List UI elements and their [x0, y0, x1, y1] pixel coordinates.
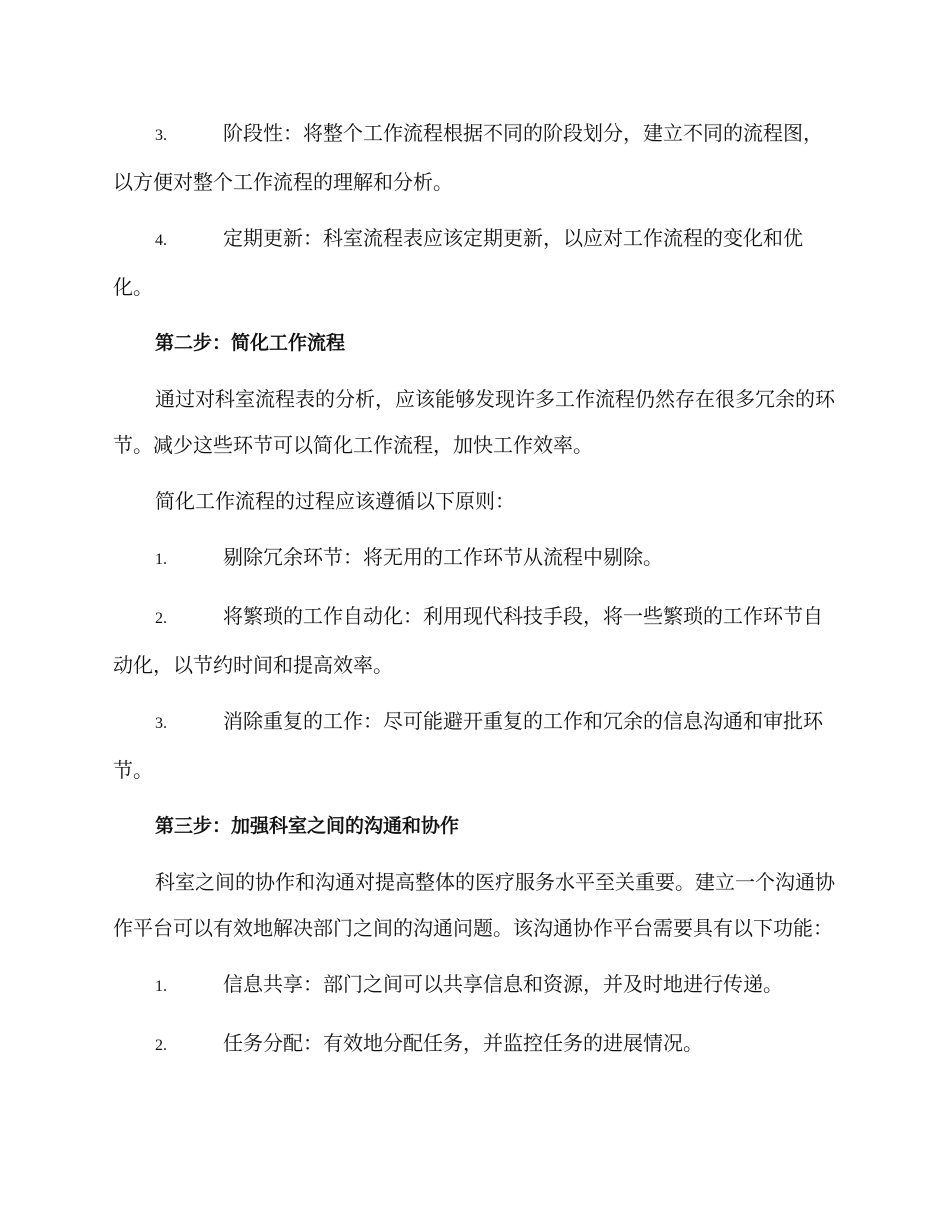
- list-item: [113, 593, 839, 688]
- paragraph: 简化工作流程的过程应该遵循以下原则：: [155, 489, 515, 513]
- list-number: 3.: [155, 127, 167, 144]
- list-number: 3.: [155, 715, 167, 732]
- list-text: 任务分配：有效地分配任务，并监控任务的进展情况。: [223, 1031, 703, 1055]
- list-text: 消除重复的工作：尽可能避开重复的工作和冗余的信息沟通和审批环节。: [113, 709, 823, 782]
- list-item: [113, 1020, 839, 1069]
- list-item: [113, 110, 839, 205]
- list-item: [113, 698, 839, 793]
- paragraph: 科室之间的协作和沟通对提高整体的医疗服务水平至关重要。建立一个沟通协作平台可以有效地解决部门之间的沟通问题。该沟通协作平台需要具有以下功能：: [113, 870, 835, 940]
- list-text: 定期更新：科室流程表应该定期更新，以应对工作流程的变化和优化。: [113, 226, 803, 299]
- list-number: 1.: [155, 978, 167, 995]
- list-text: 信息共享：部门之间可以共享信息和资源，并及时地进行传递。: [223, 972, 783, 996]
- list-text: 剔除冗余环节：将无用的工作环节从流程中剔除。: [223, 545, 663, 569]
- list-text: 将繁琐的工作自动化：利用现代科技手段，将一些繁琐的工作环节自动化，以节约时间和提高效率。: [113, 604, 823, 677]
- list-item: [113, 215, 839, 310]
- list-number: 1.: [155, 551, 167, 568]
- paragraph: 通过对科室流程表的分析，应该能够发现许多工作流程仍然存在很多冗余的环节。减少这些环节可以简化工作流程，加快工作效率。: [113, 387, 835, 457]
- list-number: 2.: [155, 1037, 167, 1054]
- list-text: 阶段性：将整个工作流程根据不同的阶段划分，建立不同的流程图，以方便对整个工作流程的理解和分析。: [113, 121, 823, 194]
- section-heading-step2: 第二步：简化工作流程: [155, 332, 346, 354]
- list-item: [113, 961, 839, 1010]
- list-item: [113, 534, 839, 583]
- list-number: 2.: [155, 610, 167, 627]
- section-heading-step3: 第三步：加强科室之间的沟通和协作: [155, 815, 460, 837]
- list-number: 4.: [155, 232, 167, 249]
- document-body: [113, 110, 839, 1079]
